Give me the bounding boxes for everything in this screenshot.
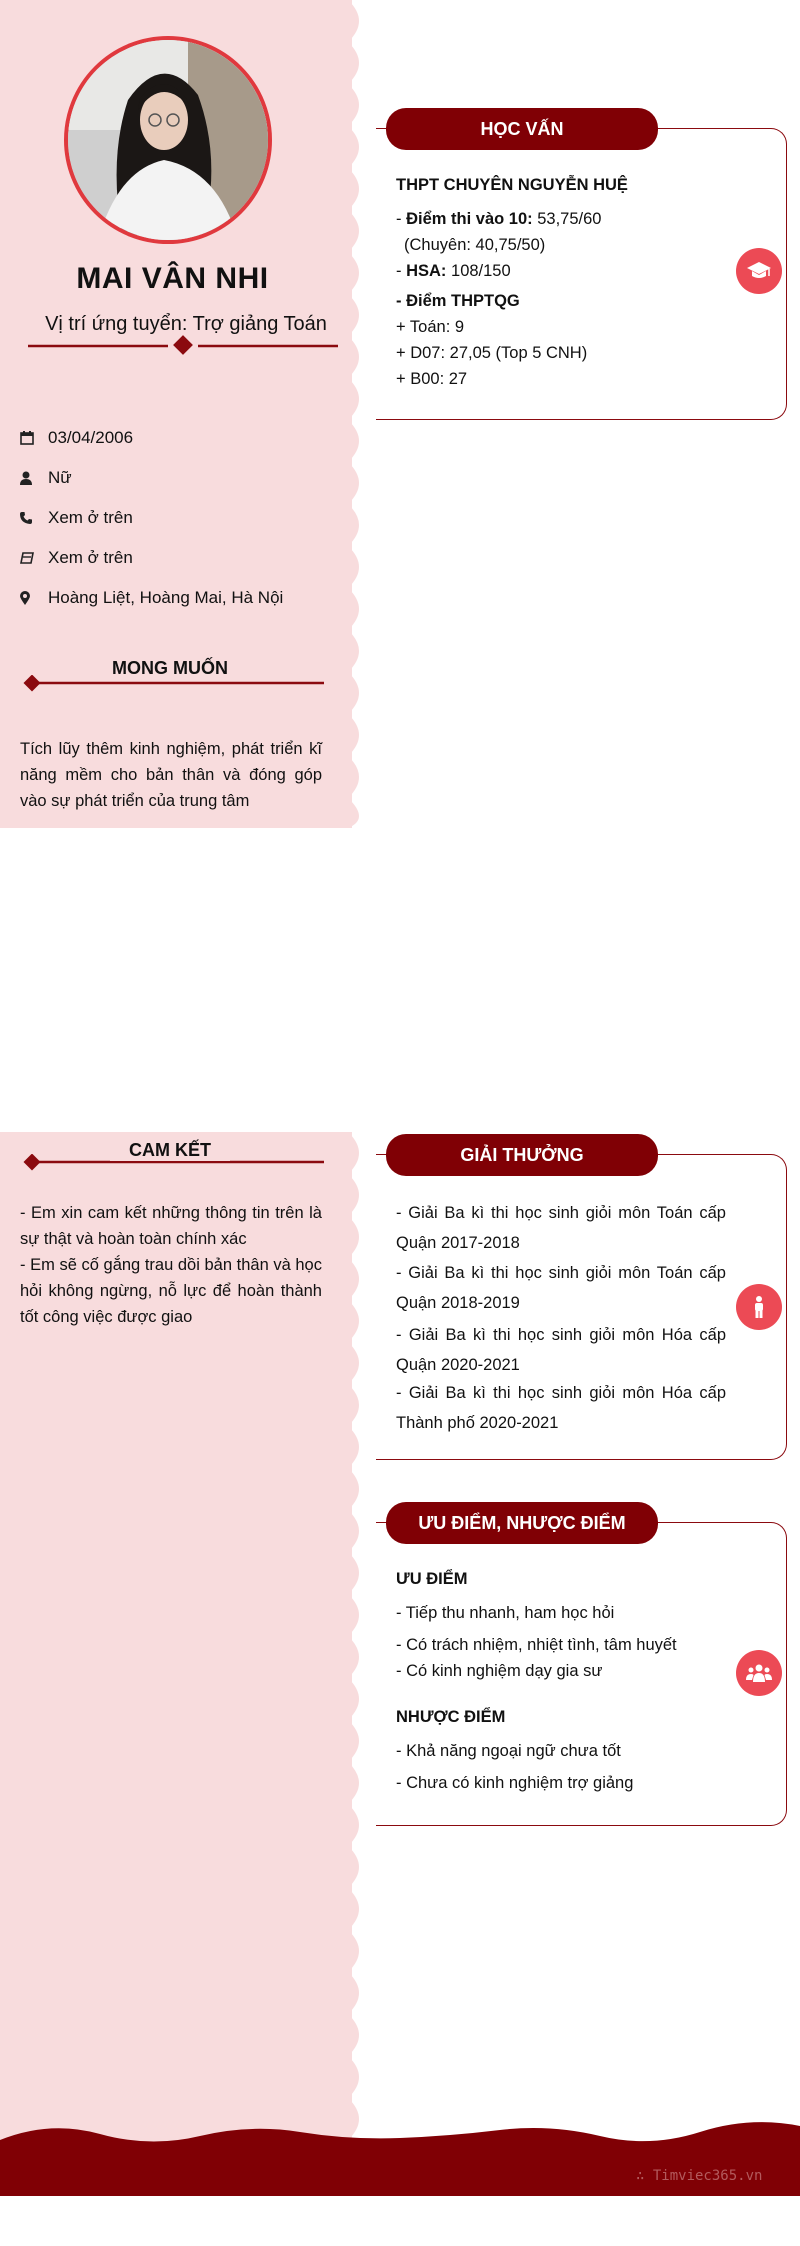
graduation-cap-icon bbox=[736, 248, 782, 294]
entry-score-value: 53,75/60 bbox=[532, 210, 602, 228]
award-item: - Giải Ba kì thi học sinh giỏi môn Toán cấp Quận 2017-2018 bbox=[396, 1204, 726, 1252]
entry-score: - Điểm thi vào 10: 53,75/60 bbox=[396, 210, 602, 228]
hsa-value: 108/150 bbox=[446, 262, 511, 280]
score-b00: + B00: 27 bbox=[396, 370, 468, 388]
entry-score-label: Điểm thi vào 10: bbox=[406, 210, 533, 228]
pros-item: - Có trách nhiệm, nhiệt tình, tâm huyết bbox=[396, 1636, 677, 1654]
phone-icon bbox=[20, 512, 48, 524]
entry-score-sub: (Chuyên: 40,75/50) bbox=[404, 236, 546, 254]
location-pin-icon bbox=[20, 591, 48, 605]
position-title: Vị trí ứng tuyển: Trợ giảng Toán bbox=[45, 313, 327, 335]
strengths-title: ƯU ĐIỂM, NHƯỢC ĐIỂM bbox=[386, 1502, 658, 1544]
address-text: Hoàng Liệt, Hoàng Mai, Hà Nội bbox=[48, 588, 284, 607]
contact-address bbox=[20, 586, 283, 610]
contact-phone bbox=[20, 506, 133, 530]
school-name: THPT CHUYÊN NGUYỄN HUỆ bbox=[396, 176, 628, 194]
commitment-title: CAM KẾT bbox=[110, 1140, 230, 1161]
pros-item: - Tiếp thu nhanh, ham học hỏi bbox=[396, 1604, 615, 1622]
award-item: - Giải Ba kì thi học sinh giỏi môn Hóa cấp Thành phố 2020-2021 bbox=[396, 1384, 726, 1432]
email-text[interactable]: Xem ở trên bbox=[48, 548, 133, 567]
award-item: - Giải Ba kì thi học sinh giỏi môn Hóa cấp Quận 2020-2021 bbox=[396, 1326, 726, 1374]
contact-birthday bbox=[20, 426, 133, 450]
person-standing-icon bbox=[736, 1284, 782, 1330]
cons-item: - Khả năng ngoại ngữ chưa tốt bbox=[396, 1742, 621, 1760]
wave-edge-bottom bbox=[340, 1132, 380, 2144]
cons-item: - Chưa có kinh nghiệm trợ giảng bbox=[396, 1774, 634, 1792]
name-divider bbox=[28, 335, 338, 357]
commitment-line-1: - Em xin cam kết những thông tin trên là sự thật và hoàn toàn chính xác bbox=[20, 1204, 322, 1248]
footer-wave bbox=[0, 2120, 800, 2196]
person-icon bbox=[20, 471, 48, 485]
hsa-label: HSA: bbox=[406, 262, 447, 280]
birthday-text: 03/04/2006 bbox=[48, 428, 134, 447]
contact-email bbox=[20, 546, 133, 570]
score-math: + Toán: 9 bbox=[396, 318, 465, 336]
wave-edge-top bbox=[340, 0, 380, 828]
cons-title: NHƯỢC ĐIỂM bbox=[396, 1708, 506, 1726]
goal-text: Tích lũy thêm kinh nghiệm, phát triển kĩ năng mềm cho bản thân và đóng góp vào sự phát triển của trung tâm bbox=[20, 740, 322, 810]
pros-title: ƯU ĐIỂM bbox=[396, 1570, 468, 1588]
contact-gender bbox=[20, 466, 72, 490]
avatar bbox=[64, 36, 272, 244]
gender-text: Nữ bbox=[48, 468, 72, 487]
candidate-name: MAI VÂN NHI bbox=[76, 262, 269, 295]
pros-item: - Có kinh nghiệm dạy gia sư bbox=[396, 1662, 603, 1680]
hsa-score: - HSA: 108/150 bbox=[396, 262, 511, 280]
award-item: - Giải Ba kì thi học sinh giỏi môn Toán cấp Quận 2018-2019 bbox=[396, 1264, 726, 1312]
education-title: HỌC VẤN bbox=[386, 108, 658, 150]
awards-title: GIẢI THƯỞNG bbox=[386, 1134, 658, 1176]
group-users-icon bbox=[736, 1650, 782, 1696]
thptqg-label: - Điểm THPTQG bbox=[396, 292, 520, 310]
calendar-icon bbox=[20, 431, 48, 445]
goal-title: MONG MUỐN bbox=[90, 658, 250, 679]
phone-text[interactable]: Xem ở trên bbox=[48, 508, 133, 527]
watermark: ∴ Timviec365.vn bbox=[636, 2168, 763, 2184]
commitment-line-2: - Em sẽ cố gắng trau dồi bản thân và học hỏi không ngừng, nỗ lực để hoàn thành tốt công việc được giao bbox=[20, 1256, 322, 1326]
email-icon bbox=[20, 552, 48, 564]
score-d07: + D07: 27,05 (Top 5 CNH) bbox=[396, 344, 588, 362]
